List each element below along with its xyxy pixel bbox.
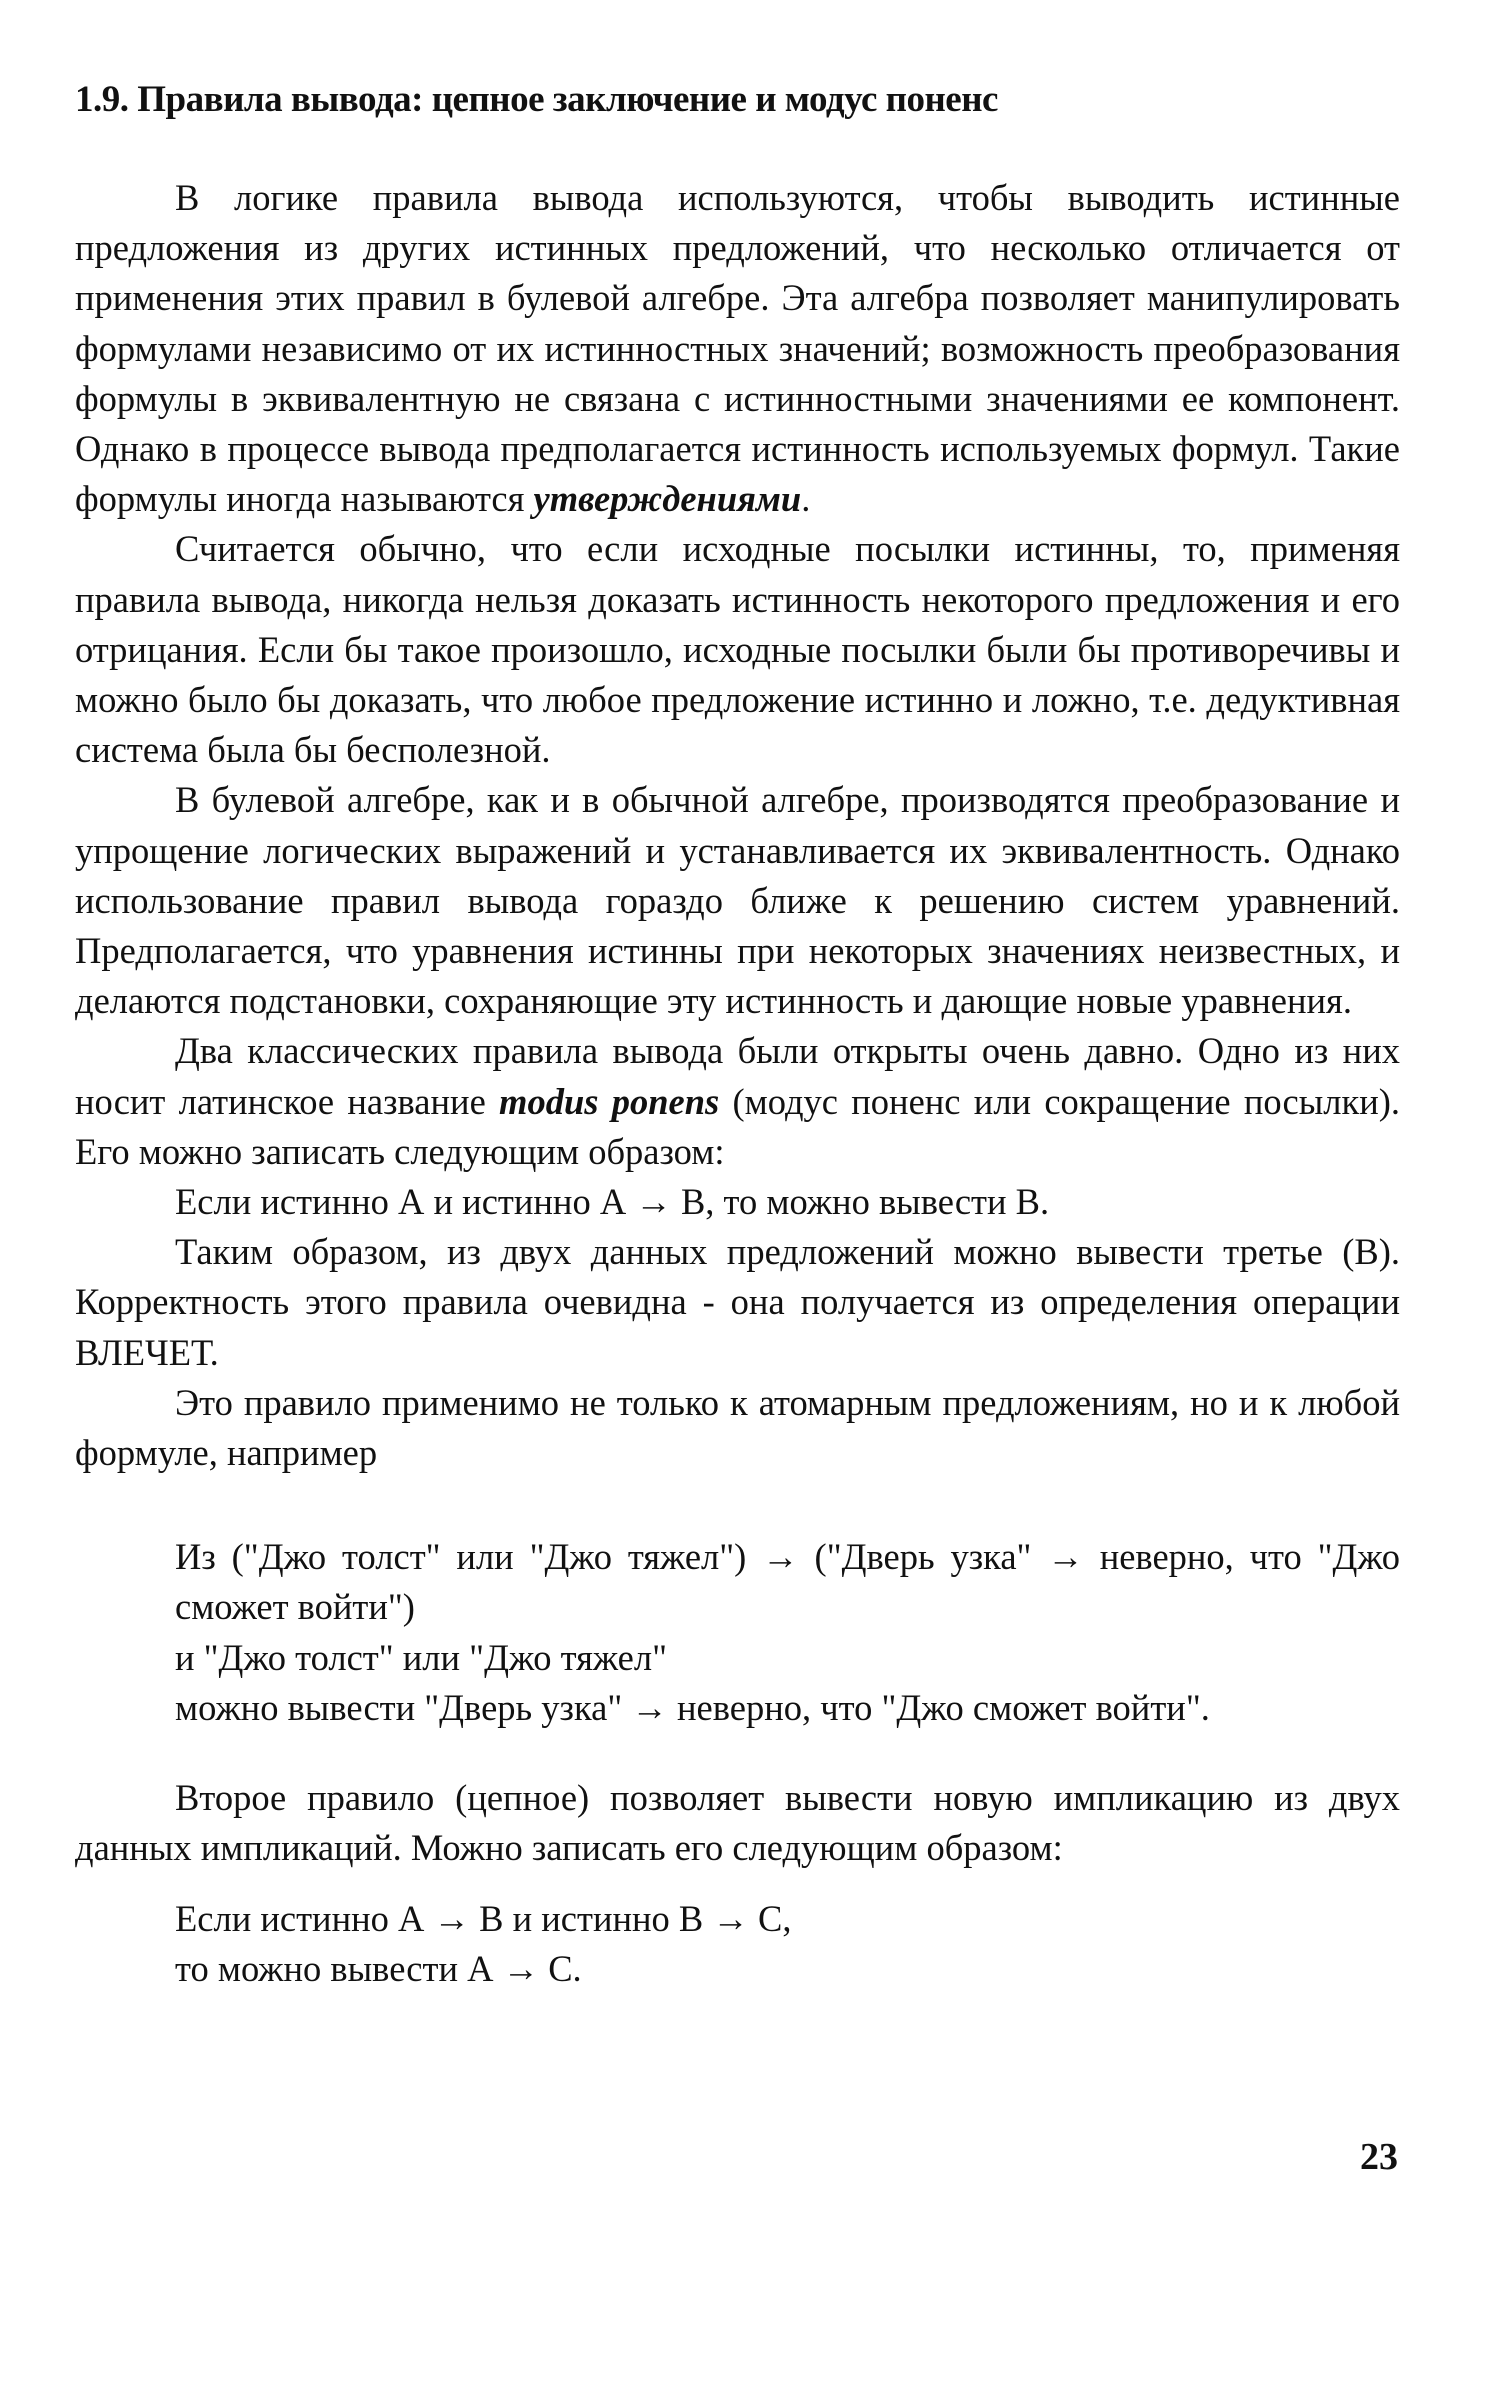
example-2-line-2: то можно вывести А → С. (175, 1947, 582, 1989)
page-content (75, 55, 1400, 1994)
paragraph-8: Второе правило (цепное) позволяет вывести новую импликацию из двух данных импликаций. Можно записать его следующим образом: (75, 1777, 1400, 1869)
paragraph-7: Это правило применимо не только к атомарным предложениям, но и к любой формуле, например (75, 1381, 1400, 1474)
example-1-line-1: Из ("Джо толст" или "Джо тяжел") → ("Дверь узка" → неверно, что "Джо сможет войти") (175, 1536, 1400, 1628)
paragraph-4-text: Два классических правила вывода были открыты очень давно. Одно из них носит латинское название (75, 1030, 1400, 1122)
example-1-line-2: и "Джо толст" или "Джо тяжел" (175, 1636, 667, 1678)
paragraph-1-text: В логике правила вывода используются, чтобы выводить истинные предложения из других истинных предложений, что несколько отличается от применения этих правил в булевой алгебре. Эта алгебра позволяет манипулировать формулами независимо от их истинностных значений; возможность преобразования формулы в эквивалентную не связана с истинностными значениями ее компонент. Однако в процессе вывода предполагается истинность используемых формул. Такие формулы иногда называются (75, 177, 1400, 520)
page-number: 23 (1360, 2136, 1398, 2178)
spacer (75, 1478, 1400, 1532)
paragraph-4-end: (модус поненс или сокращение посылки). Его можно записать следующим образом: (75, 1080, 1401, 1172)
section-heading: 1.9. Правила вывода: цепное заключение и модус поненс (75, 79, 998, 120)
example-2-line-1: Если истинно А → В и истинно В → С, (175, 1897, 792, 1939)
paragraph-6: Таким образом, из двух данных предложений можно вывести третье (В). Корректность этого правила очевидна - она получается из определения операции ВЛЕЧЕТ. (75, 1231, 1400, 1373)
term-modus-ponens: modus ponens (499, 1080, 720, 1122)
paragraph-4 (75, 1026, 1400, 1177)
spacer (75, 1874, 1400, 1894)
paragraph-1-end: . (801, 478, 811, 520)
rule-modus-ponens: Если истинно А и истинно А → В, то можно вывести В. (175, 1181, 1050, 1223)
example-1-line-3: можно вывести "Дверь узка" → неверно, что "Джо сможет войти". (175, 1686, 1210, 1728)
paragraph-2: Считается обычно, что если исходные посылки истинны, то, применяя правила вывода, никогда нельзя доказать истинность некоторого предложения и его отрицания. Если бы такое произошло, исходные посылки были бы противоречивы и можно было бы доказать, что любое предложение истинно и ложно, т.е. дедуктивная система была бы бесполезной. (75, 528, 1400, 771)
paragraph-1 (75, 173, 1400, 524)
paragraph-3: В булевой алгебре, как и в обычной алгебре, производятся преобразование и упрощение логических выражений и устанавливается их эквивалентность. Однако использование правил вывода гораздо ближе к решению систем уравнений. Предполагается, что уравнения истинны при некоторых значениях неизвестных, и делаются подстановки, сохраняющие эту истинность и дающие новые уравнения. (75, 779, 1400, 1022)
spacer (75, 1733, 1400, 1773)
term-assertions: утверждениями (533, 478, 802, 520)
